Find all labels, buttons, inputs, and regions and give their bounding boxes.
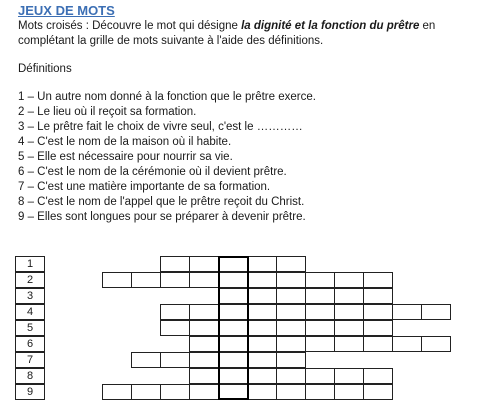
letter-cell[interactable] [334, 336, 364, 352]
key-column-highlight [218, 256, 249, 400]
letter-cell[interactable] [160, 304, 190, 320]
letter-cell[interactable] [276, 256, 306, 272]
letter-cell[interactable] [363, 272, 393, 288]
letter-cell[interactable] [189, 272, 219, 288]
letter-cell[interactable] [189, 304, 219, 320]
letter-cell[interactable] [276, 352, 306, 368]
letter-cell[interactable] [247, 256, 277, 272]
letter-cell[interactable] [247, 304, 277, 320]
page-title: JEUX DE MOTS [18, 3, 115, 18]
letter-cell[interactable] [363, 336, 393, 352]
definition-item: 3 – Le prêtre fait le choix de vivre seul, c'est le ………… [18, 121, 303, 133]
letter-cell[interactable] [305, 368, 335, 384]
letter-cell[interactable] [305, 336, 335, 352]
letter-cell[interactable] [334, 368, 364, 384]
letter-cell[interactable] [334, 320, 364, 336]
row-number: 4 [15, 304, 45, 320]
intro-emphasis: la dignité et la fonction du prêtre [241, 20, 420, 32]
letter-cell[interactable] [189, 384, 219, 400]
row-number: 8 [15, 368, 45, 384]
letter-cell[interactable] [160, 272, 190, 288]
letter-cell[interactable] [392, 336, 422, 352]
intro-after: en complétant la grille de mots suivante à l'aide des définitions. [18, 20, 436, 47]
letter-cell[interactable] [334, 272, 364, 288]
row-number: 2 [15, 272, 45, 288]
letter-cell[interactable] [363, 320, 393, 336]
letter-cell[interactable] [189, 256, 219, 272]
letter-cell[interactable] [189, 352, 219, 368]
definitions-heading: Définitions [18, 63, 72, 75]
letter-cell[interactable] [363, 384, 393, 400]
letter-cell[interactable] [131, 352, 161, 368]
letter-cell[interactable] [363, 368, 393, 384]
letter-cell[interactable] [305, 320, 335, 336]
letter-cell[interactable] [160, 256, 190, 272]
letter-cell[interactable] [247, 336, 277, 352]
letter-cell[interactable] [276, 320, 306, 336]
letter-cell[interactable] [160, 320, 190, 336]
letter-cell[interactable] [160, 384, 190, 400]
letter-cell[interactable] [102, 384, 132, 400]
row-number: 3 [15, 288, 45, 304]
letter-cell[interactable] [305, 304, 335, 320]
letter-cell[interactable] [276, 288, 306, 304]
letter-cell[interactable] [334, 384, 364, 400]
row-number: 1 [15, 256, 45, 272]
definition-item: 8 – C'est le nom de l'appel que le prêtre reçoit du Christ. [18, 196, 305, 208]
letter-cell[interactable] [276, 336, 306, 352]
letter-cell[interactable] [160, 352, 190, 368]
letter-cell[interactable] [421, 304, 451, 320]
letter-cell[interactable] [247, 320, 277, 336]
letter-cell[interactable] [247, 272, 277, 288]
letter-cell[interactable] [102, 272, 132, 288]
letter-cell[interactable] [305, 272, 335, 288]
letter-cell[interactable] [305, 288, 335, 304]
letter-cell[interactable] [247, 384, 277, 400]
row-number: 5 [15, 320, 45, 336]
letter-cell[interactable] [334, 288, 364, 304]
definition-item: 2 – Le lieu où il reçoit sa formation. [18, 106, 197, 118]
letter-cell[interactable] [189, 336, 219, 352]
letter-cell[interactable] [247, 352, 277, 368]
letter-cell[interactable] [363, 288, 393, 304]
letter-cell[interactable] [131, 272, 161, 288]
letter-cell[interactable] [363, 304, 393, 320]
definition-item: 9 – Elles sont longues pour se préparer à devenir prêtre. [18, 211, 306, 223]
intro-before: Mots croisés : Découvre le mot qui désigne [18, 20, 242, 32]
letter-cell[interactable] [131, 384, 161, 400]
letter-cell[interactable] [189, 368, 219, 384]
letter-cell[interactable] [247, 288, 277, 304]
letter-cell[interactable] [276, 272, 306, 288]
row-number: 9 [15, 384, 45, 400]
letter-cell[interactable] [392, 304, 422, 320]
definition-item: 5 – Elle est nécessaire pour nourrir sa vie. [18, 151, 233, 163]
letter-cell[interactable] [276, 304, 306, 320]
definition-item: 1 – Un autre nom donné à la fonction que le prêtre exerce. [18, 91, 316, 103]
letter-cell[interactable] [305, 384, 335, 400]
letter-cell[interactable] [247, 368, 277, 384]
definition-item: 4 – C'est le nom de la maison où il habite. [18, 136, 232, 148]
letter-cell[interactable] [189, 320, 219, 336]
row-number: 6 [15, 336, 45, 352]
letter-cell[interactable] [276, 368, 306, 384]
letter-cell[interactable] [276, 384, 306, 400]
row-number: 7 [15, 352, 45, 368]
letter-cell[interactable] [334, 304, 364, 320]
definition-item: 6 – C'est le nom de la cérémonie où il devient prêtre. [18, 166, 287, 178]
letter-cell[interactable] [421, 336, 451, 352]
definition-item: 7 – C'est une matière importante de sa formation. [18, 181, 271, 193]
